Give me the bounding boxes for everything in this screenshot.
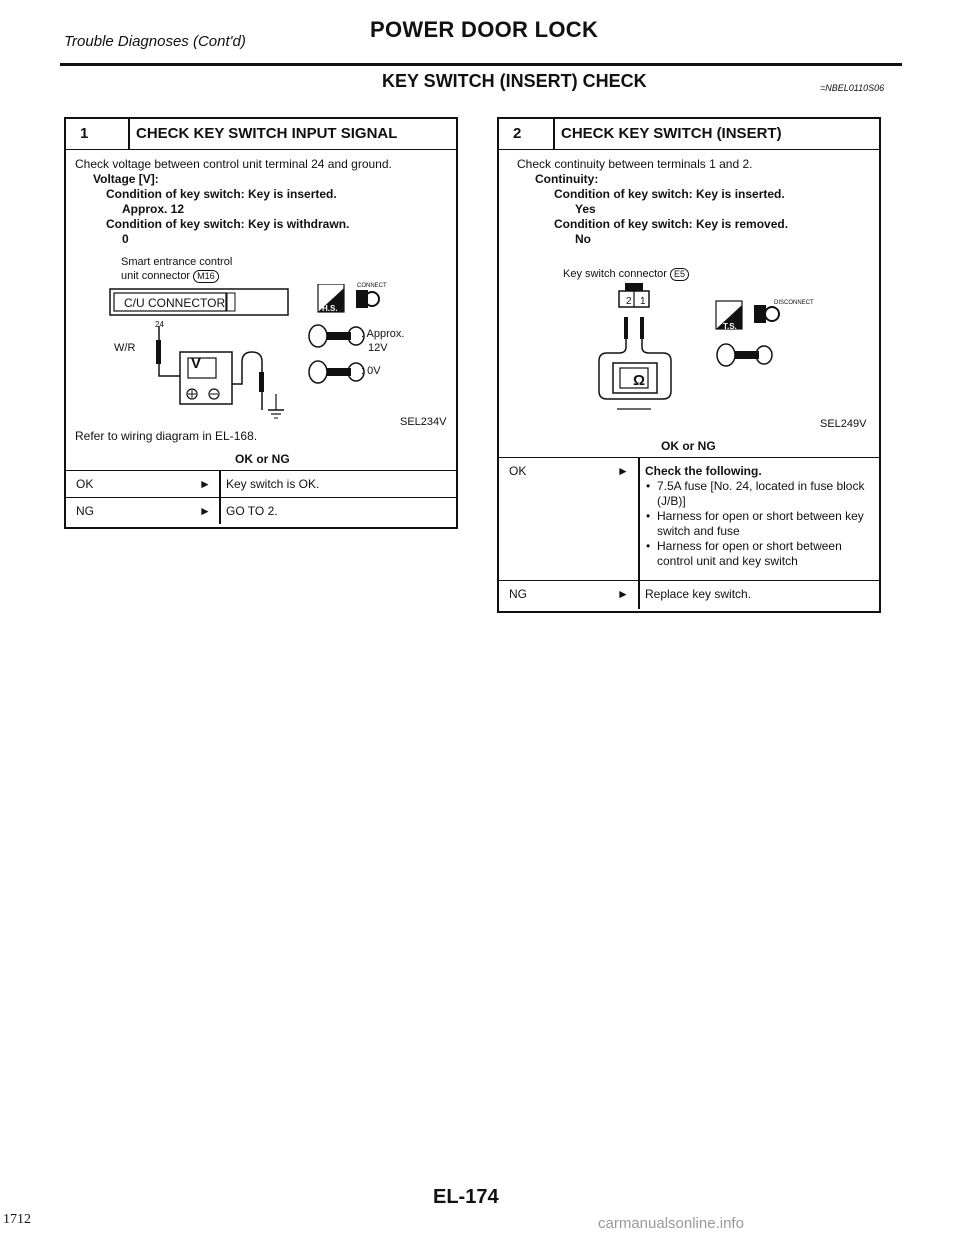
- result-ok-label: OK: [76, 477, 94, 491]
- result-ng-text: GO TO 2.: [226, 504, 278, 518]
- result-row-ok: [66, 471, 456, 498]
- result-ng-label: NG: [76, 504, 94, 518]
- value-yes: Yes: [575, 202, 596, 216]
- key-removed-icon: [717, 344, 772, 366]
- zero-volt-label: : 0V: [361, 365, 381, 377]
- result-ok-label-2: OK: [509, 464, 527, 478]
- figure-code-2: SEL249V: [820, 418, 867, 430]
- check-list: [645, 479, 870, 569]
- arrow-icon: ►: [617, 464, 629, 478]
- step-1-header-divider: [128, 119, 130, 149]
- step-1-number: 1: [80, 125, 89, 142]
- value-no: No: [575, 232, 591, 246]
- terminal-2-label: 2: [626, 296, 632, 307]
- check-item-harness-control-key: • Harness for open or short between control unit and key switch: [645, 539, 870, 569]
- watermark: carmanualsonline.info: [598, 1215, 744, 1232]
- value-inserted: Approx. 12: [122, 202, 185, 216]
- terminal-24-label: 24: [155, 320, 164, 329]
- condition-withdrawn: Condition of key switch: Key is withdrawn.: [106, 217, 350, 231]
- ok-or-ng-1: OK or NG: [235, 452, 290, 466]
- check-item-fuse: • 7.5A fuse [No. 24, located in fuse block (J/B)]: [645, 479, 870, 509]
- step-1-box: [64, 117, 458, 529]
- step-1-title: CHECK KEY SWITCH INPUT SIGNAL: [136, 125, 398, 142]
- result-row-ng-2: [499, 581, 879, 609]
- step-2-title: CHECK KEY SWITCH (INSERT): [561, 125, 782, 142]
- check-item-harness-key-fuse: • Harness for open or short between key switch and fuse: [645, 509, 870, 539]
- ohmmeter-symbol: Ω: [633, 372, 646, 389]
- step-2-results: [499, 457, 879, 609]
- ts-label: T.S.: [723, 322, 737, 331]
- voltmeter-symbol: V: [191, 355, 202, 372]
- key-withdrawn-icon: [309, 361, 364, 383]
- ok-or-ng-2: OK or NG: [661, 439, 716, 453]
- connector-e5-badge: E5: [670, 268, 689, 281]
- step-2-diagram: [589, 281, 879, 421]
- step-2-number: 2: [513, 125, 522, 142]
- result-ok-text: Key switch is OK.: [226, 477, 320, 491]
- page-number: EL-174: [433, 1186, 499, 1208]
- terminal-1-label: 1: [640, 296, 646, 307]
- step-2-header-divider: [553, 119, 555, 149]
- arrow-icon: ►: [617, 587, 629, 601]
- result-ng-label-2: NG: [509, 587, 527, 601]
- condition-inserted-2: Condition of key switch: Key is inserted.: [554, 187, 785, 201]
- approx-value: 12V: [368, 342, 388, 354]
- connect-label: CONNECT: [357, 283, 387, 289]
- check-title: KEY SWITCH (INSERT) CHECK: [382, 71, 647, 91]
- connector-caption-line1: Smart entrance control: [121, 256, 233, 268]
- step-2-intro: Check continuity between terminals 1 and 2.: [517, 157, 753, 171]
- arrow-icon: ►: [199, 504, 211, 518]
- continuity-label: Continuity:: [535, 172, 599, 186]
- step-2-box: [497, 117, 881, 613]
- section-title: Trouble Diagnoses (Cont'd): [64, 33, 246, 50]
- condition-inserted: Condition of key switch: Key is inserted.: [106, 187, 337, 201]
- result-ok-text-2: [645, 464, 870, 569]
- check-following-heading: Check the following.: [645, 464, 762, 478]
- cu-connector-label: C/U CONNECTOR: [124, 296, 226, 310]
- key-switch-connector-caption: Key switch connector E5: [563, 267, 689, 282]
- result-row-ng: [66, 498, 456, 524]
- value-withdrawn: 0: [122, 232, 129, 246]
- step-1-results: [66, 470, 456, 524]
- step-1-intro: Check voltage between control unit terminal 24 and ground.: [75, 157, 392, 171]
- result-ng-text-2: Replace key switch.: [645, 587, 752, 601]
- page-title: POWER DOOR LOCK: [370, 17, 599, 42]
- step-2-header: [499, 119, 879, 150]
- result-row-ok-2: [499, 458, 879, 581]
- header-rule: [60, 63, 902, 66]
- condition-removed: Condition of key switch: Key is removed.: [554, 217, 789, 231]
- connector-id-badge: M16: [193, 270, 219, 283]
- figure-code-1: SEL234V: [400, 416, 447, 428]
- wire-color-label: W/R: [114, 342, 136, 354]
- wiring-diagram-reference: Refer to wiring diagram in EL-168.: [75, 429, 258, 443]
- arrow-icon: ►: [199, 477, 211, 491]
- connector-caption-line2: unit connector M16: [121, 269, 219, 284]
- voltage-label: Voltage [V]:: [93, 172, 159, 186]
- reference-code: =NBEL0110S06: [820, 83, 885, 93]
- document-page-number: 1712: [3, 1212, 31, 1227]
- approx-label: : Approx.: [361, 328, 405, 340]
- hs-label: H.S.: [322, 304, 338, 313]
- key-inserted-icon: [309, 325, 364, 347]
- step-1-header: [66, 119, 456, 150]
- disconnect-label: DISCONNECT: [774, 300, 814, 306]
